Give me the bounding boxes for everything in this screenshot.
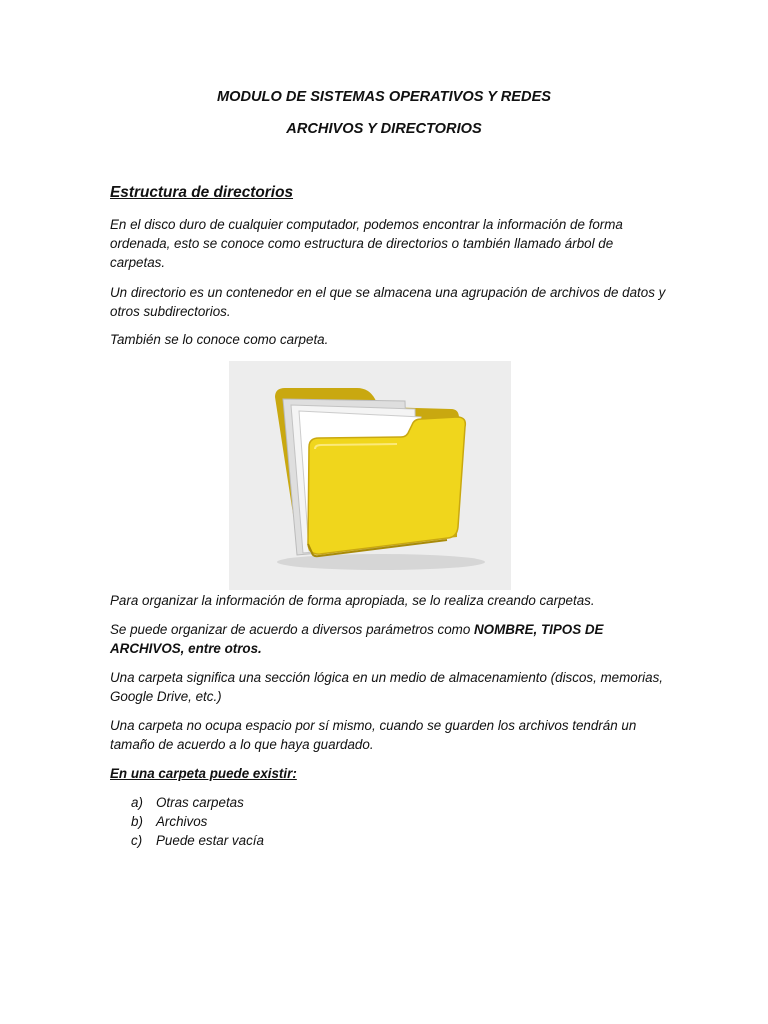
list-item	[131, 812, 651, 831]
folder-icon	[229, 361, 511, 590]
parameters-text: Se puede organizar de acuerdo a diversos parámetros como	[110, 622, 474, 637]
section-heading: Estructura de directorios	[110, 184, 294, 201]
intro-paragraph: En el disco duro de cualquier computador, podemos encontrar la información de forma ordenada, esto se conoce como estructura de directorios o también llamado árbol de carpetas.	[110, 217, 623, 270]
body-paragraph: Una carpeta significa una sección lógica en un medio de almacenamiento (discos, memorias, Google Drive, etc.)	[110, 670, 664, 704]
list-item-text: Archivos	[156, 814, 208, 829]
list-marker: a)	[131, 795, 143, 810]
list-heading: En una carpeta puede existir:	[110, 766, 297, 781]
parameters-paragraph	[110, 620, 666, 658]
folder-illustration	[229, 361, 511, 590]
document-title: MODULO DE SISTEMAS OPERATIVOS Y REDES	[216, 89, 552, 105]
body-paragraph: Para organizar la información de forma apropiada, se lo realiza creando carpetas.	[110, 593, 595, 608]
list-item-text: Puede estar vacía	[156, 833, 264, 848]
body-paragraph: Una carpeta no ocupa espacio por sí mismo, cuando se guarden los archivos tendrán un tamaño de acuerdo a lo que haya guardado.	[110, 718, 637, 752]
intro-paragraph: También se lo conoce como carpeta.	[110, 332, 329, 347]
document-subtitle: ARCHIVOS Y DIRECTORIOS	[286, 121, 482, 137]
list-item-text: Otras carpetas	[156, 795, 244, 810]
content-list	[131, 793, 651, 850]
list-item	[131, 831, 651, 850]
intro-paragraph: Un directorio es un contenedor en el que se almacena una agrupación de archivos de datos y otros subdirectorios.	[110, 285, 666, 319]
list-item	[131, 793, 651, 812]
list-marker: c)	[131, 833, 143, 848]
parameters-emphasis: NOMBRE, TIPOS DE ARCHIVOS, entre otros.	[110, 622, 604, 656]
list-marker: b)	[131, 814, 143, 829]
